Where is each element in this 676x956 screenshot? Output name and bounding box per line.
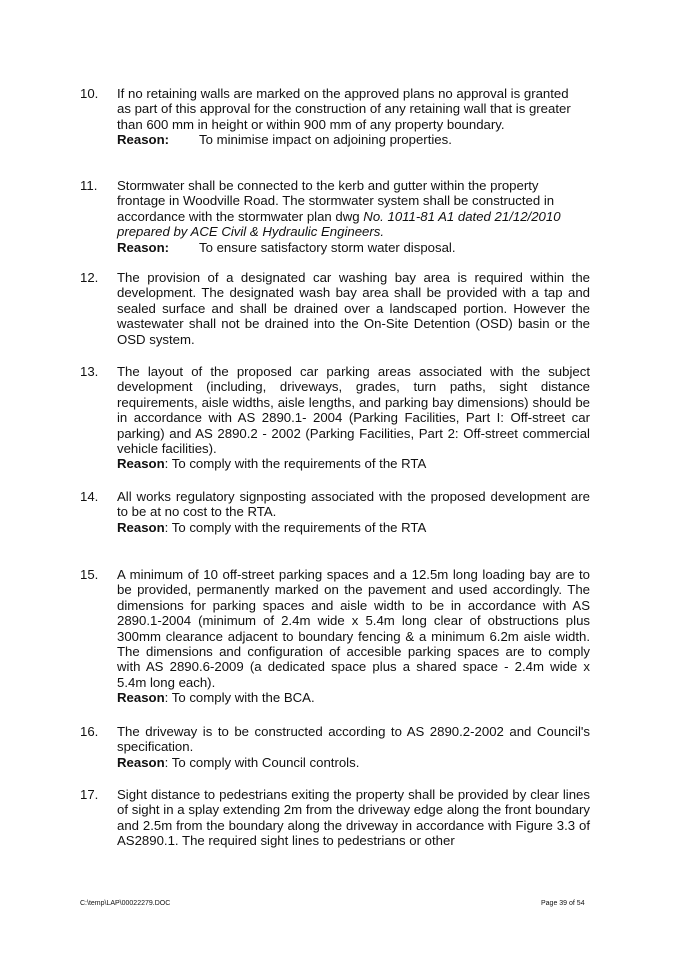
condition-body [117, 364, 590, 472]
condition-number: 13. [80, 364, 99, 379]
condition-text [117, 86, 590, 148]
footer-page-number: Page 39 of 54 [541, 900, 585, 907]
reason-label: Reason [117, 456, 165, 472]
reason-line [117, 456, 590, 471]
condition-text: Sight distance to pedestrians exiting the property shall be provided by clear lines of sight in a splay extending 2m from the driveway edge along the front boundary and 2.5m from the boundary along the driveway in accordance with Figure 3.3 of AS2890.1. The required sight lines to pedestrians or other [117, 787, 590, 849]
reason-label: Reason [117, 519, 165, 535]
condition-number: 15. [80, 567, 99, 582]
condition-number: 17. [80, 787, 99, 802]
condition-number: 14. [80, 489, 99, 504]
text-line: If no retaining walls are marked on the approved plans no approval is granted [117, 86, 569, 101]
condition-number: 11. [80, 178, 98, 193]
drawing-author: prepared by ACE Civil & Hydraulic Engineers. [117, 224, 385, 240]
text-line: as part of this approval for the construction of any retaining wall that is greater [117, 101, 571, 117]
reason-line [117, 132, 590, 147]
condition-number: 12. [80, 270, 99, 285]
text-line [117, 209, 590, 224]
reason-text: : To comply with the requirements of the RTA [164, 519, 427, 535]
reason-line [117, 755, 590, 770]
condition-body [117, 489, 590, 535]
text-span: accordance with the stormwater plan dwg [117, 208, 360, 224]
text-line [117, 224, 590, 239]
footer-file-path: C:\temp\LAP\00022279.DOC [80, 900, 171, 907]
condition-number: 16. [80, 724, 99, 739]
reason-line [117, 520, 590, 535]
reason-text: : To comply with the BCA. [164, 690, 315, 706]
reason-text: To minimise impact on adjoining properties. [199, 132, 452, 148]
reason-text: : To comply with Council controls. [164, 754, 360, 770]
text-line: Stormwater shall be connected to the kerb and gutter within the property [117, 178, 539, 193]
reason-label: Reason: [117, 132, 170, 148]
reason-line [117, 690, 590, 705]
condition-text [117, 178, 590, 255]
reason-label: Reason [117, 754, 165, 770]
reason-label: Reason: [117, 239, 170, 255]
condition-text: The layout of the proposed car parking areas associated with the subject development (including, driveways, grades, turn paths, sight distance requirements, aisle widths, aisle lengths, and parking bay dimensions) should be in accordance with AS 2890.1- 2004 (Parking Facilities, Part I: Off-street car parking) and AS 2890.2 - 2002 (Parking Facilities, Part 2: Off-street commercial vehicle facilities). [117, 364, 590, 457]
condition-body [117, 724, 590, 770]
condition-body [117, 567, 590, 706]
drawing-reference: No. 1011-81 A1 dated 21/12/2010 [363, 208, 561, 224]
reason-text: To ensure satisfactory storm water disposal. [199, 239, 456, 255]
condition-text: The driveway is to be constructed according to AS 2890.2-2002 and Council's specification. [117, 724, 590, 755]
reason-label: Reason [117, 690, 165, 706]
text-line: than 600 mm in height or within 900 mm of any property boundary. [117, 116, 505, 132]
text-line: frontage in Woodville Road. The stormwater system shall be constructed in [117, 193, 555, 209]
reason-line [117, 240, 590, 255]
condition-text: All works regulatory signposting associated with the proposed development are to be at no cost to the RTA. [117, 489, 590, 520]
condition-text: The provision of a designated car washing bay area is required within the development. The designated wash bay area shall be provided with a tap and sealed surface and shall be drained over a landscaped portion. However the wastewater shall not be drained into the On-Site Detention (OSD) basin or the OSD system. [117, 270, 590, 347]
condition-number: 10. [80, 86, 99, 101]
condition-text: A minimum of 10 off-street parking spaces and a 12.5m long loading bay are to be provided, permanently marked on the pavement and used accordingly. The dimensions for parking spaces and aisle width to be in accordance with AS 2890.1-2004 (minimum of 2.4m wide x 5.4m long clear of obstructions plus 300mm clearance adjacent to boundary fencing & a minimum 6.2m aisle width. The dimensions and configuration of accesible parking spaces are to comply with AS 2890.6-2009 (a dedicated space plus a shared space - 2.4m wide x 5.4m long each). [117, 567, 590, 690]
reason-text: : To comply with the requirements of the RTA [164, 456, 427, 472]
